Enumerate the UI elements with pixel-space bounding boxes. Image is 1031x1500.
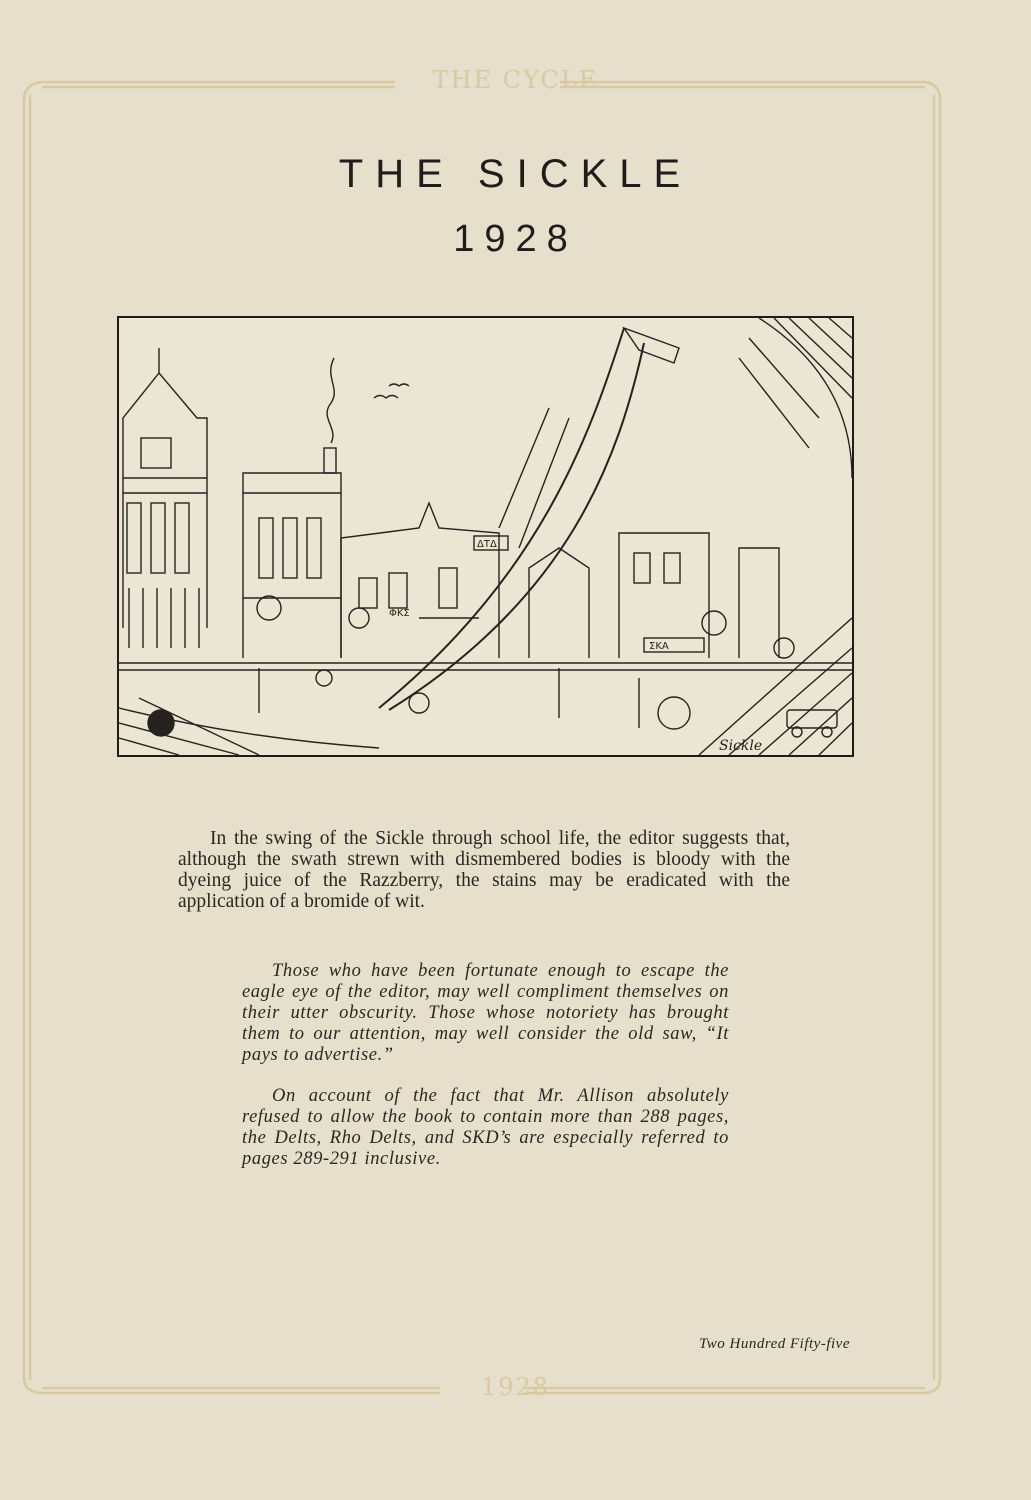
- note-paragraph-1: Those who have been fortunate enough to escape the eagle eye of the editor, may well compliment themselves on their utter obscurity. Those whose notoriety has brought them to our attention, may well consider the old saw, “It pays to advertise.”: [242, 961, 729, 1065]
- campus-sketch: [119, 318, 852, 755]
- running-head: THE CYCLE: [432, 66, 599, 94]
- page-year: 1928: [453, 218, 578, 260]
- running-foot: 1928: [480, 1373, 551, 1401]
- intro-text: In the swing of the Sickle through school life, the editor suggests that, although the swath strewn with dismembered bodies is bloody with the dyeing juice of the Razzberry, the stains may be eradicated with the application of a bromide of wit.: [178, 828, 790, 912]
- page-title: THE SICKLE: [338, 152, 693, 196]
- note-paragraph-2: On account of the fact that Mr. Allison absolutely refused to allow the book to contain more than 288 pages, the Delts, Rho Delts, and SKD’s are especially referred to pages 289-291 inclusive.: [242, 1086, 729, 1169]
- sign-phks: ΦΚΣ: [389, 608, 410, 619]
- sign-ska: ΣΚΑ: [649, 641, 669, 652]
- page-number: Two Hundred Fifty-five: [699, 1336, 850, 1352]
- artist-signature: Sickle: [719, 738, 763, 754]
- sign-ata: ΔΤΔ: [477, 539, 497, 550]
- sickle-illustration: [117, 316, 854, 757]
- intro-paragraph: [178, 828, 790, 912]
